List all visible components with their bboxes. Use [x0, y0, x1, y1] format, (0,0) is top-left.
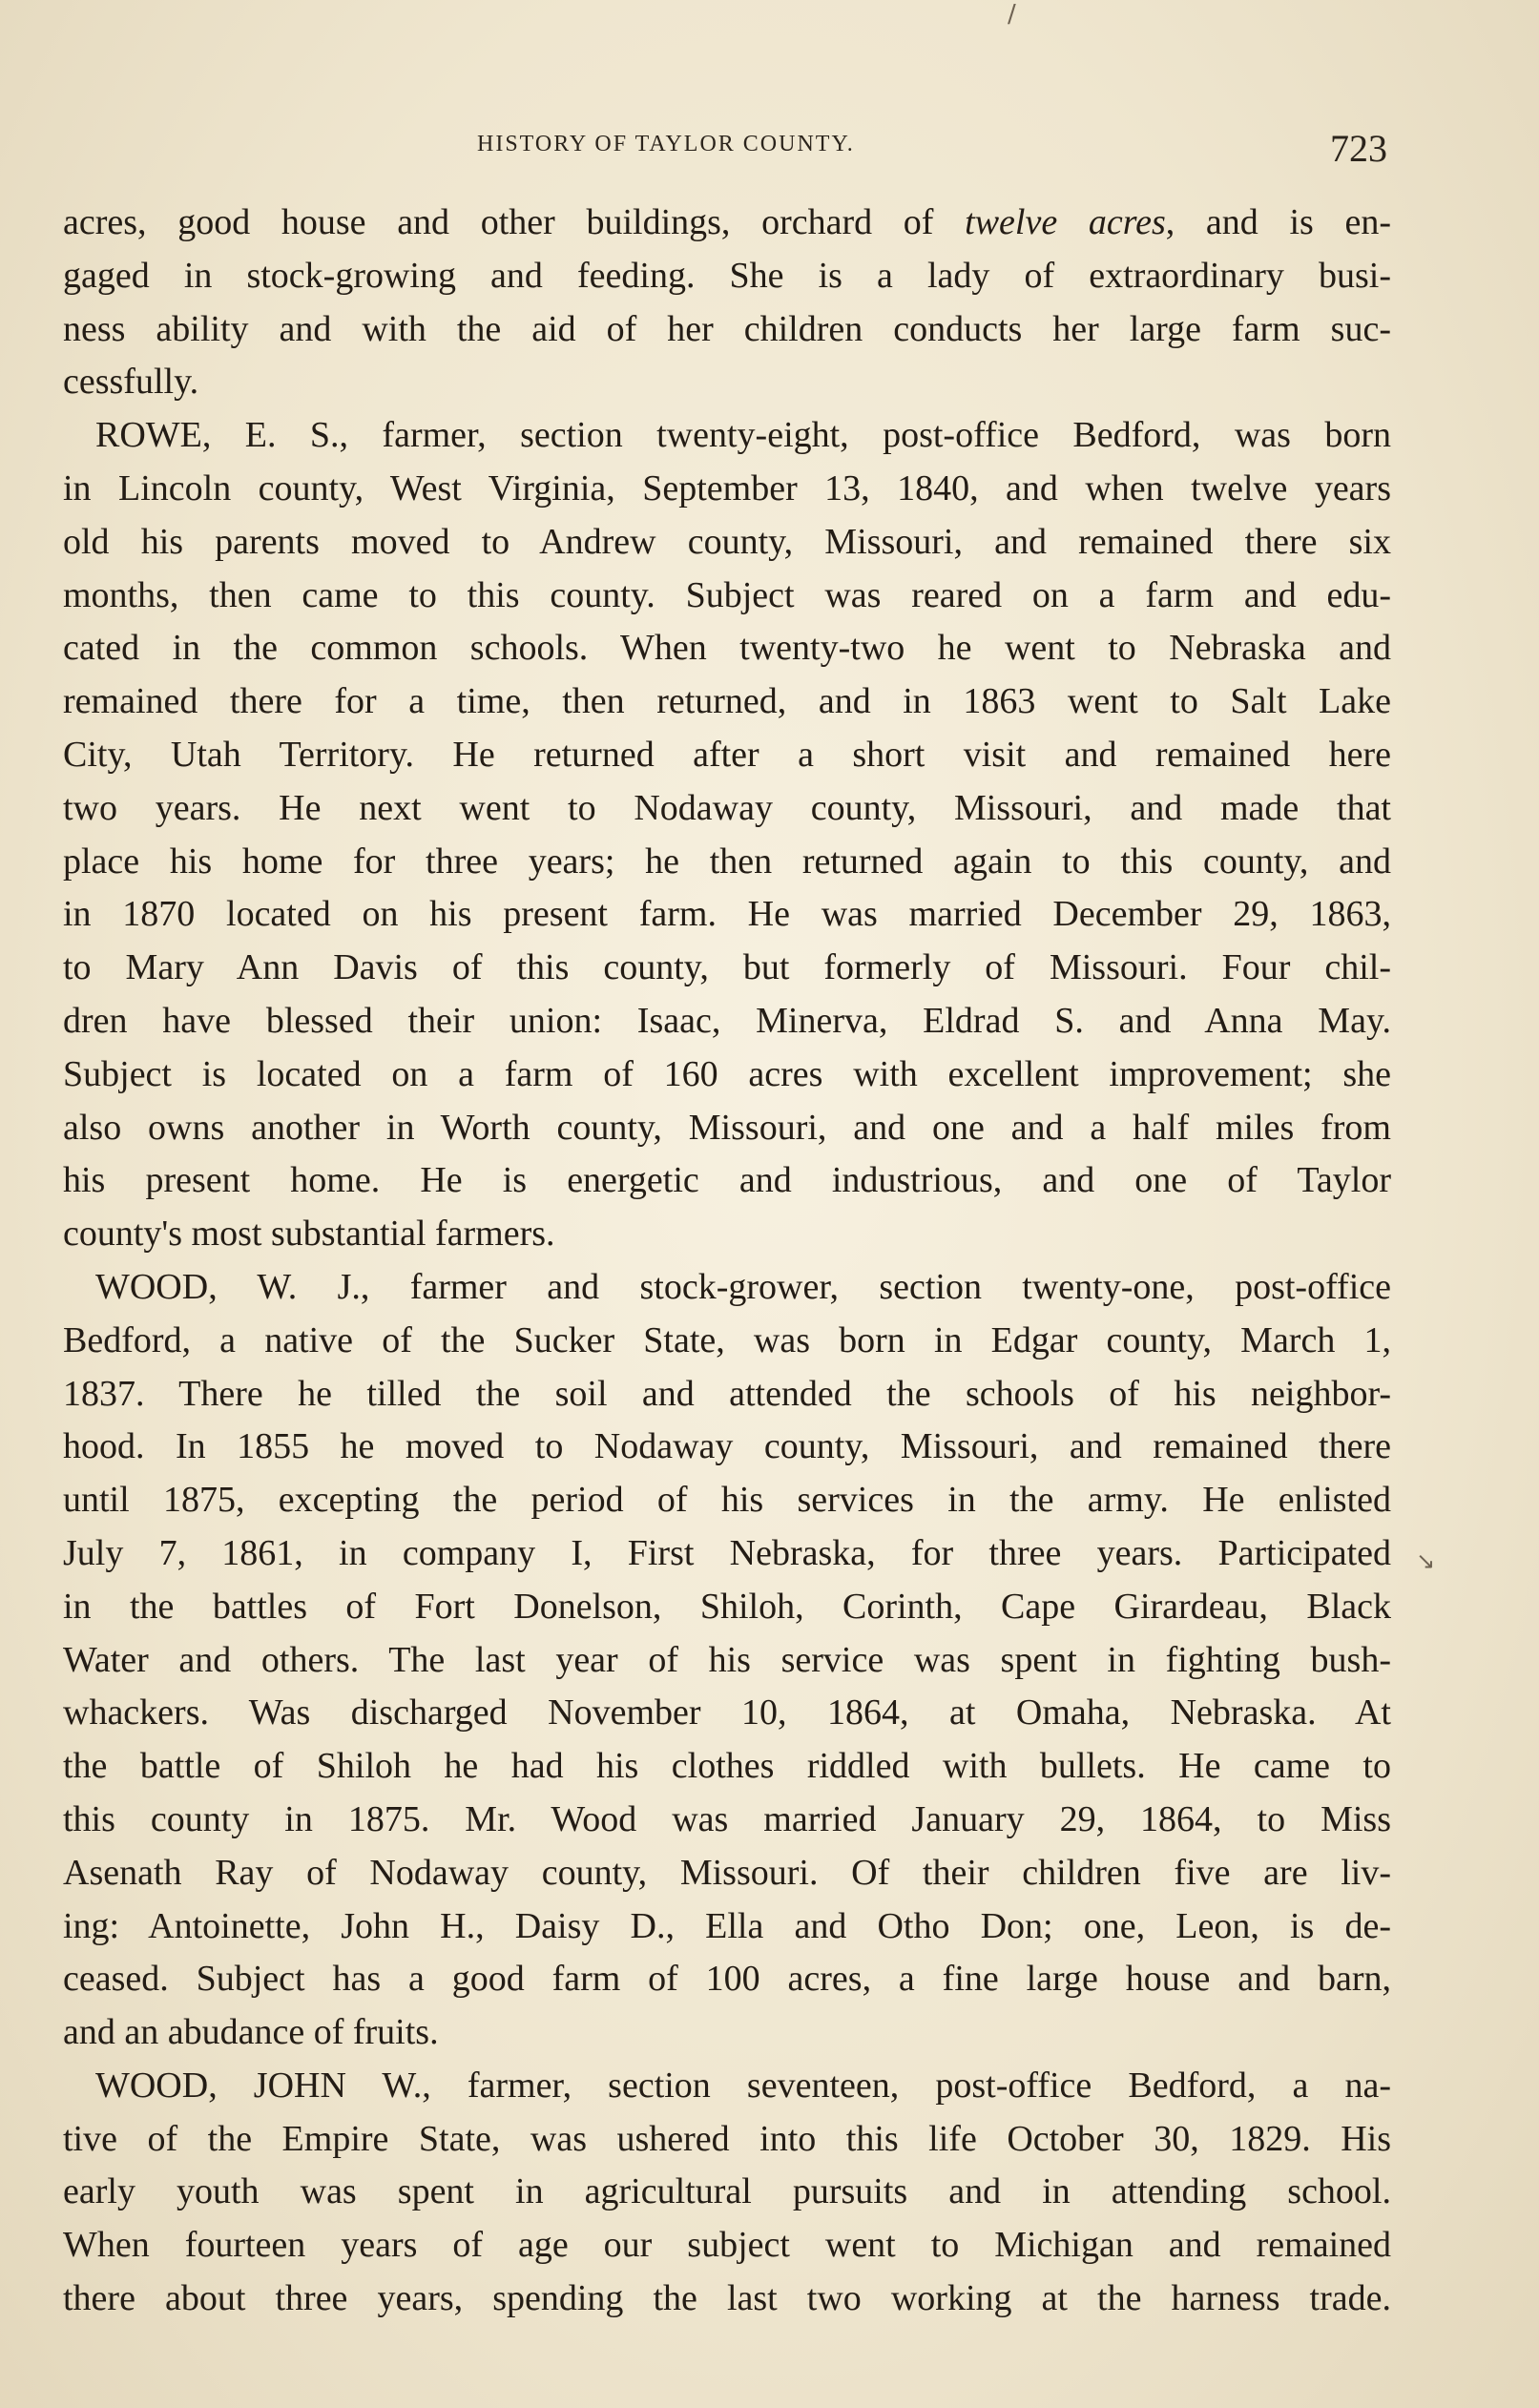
- text-line: there about three years, spending the last two working at the harness trade.: [63, 2278, 1391, 2319]
- text-line: this county in 1875. Mr. Wood was married January 29, 1864, to Miss: [63, 1798, 1391, 1839]
- text-line: county's most substantial farmers.: [63, 1214, 555, 1255]
- text-line: old his parents moved to Andrew county, Missouri, and remained there six: [63, 521, 1391, 562]
- text-line: ceased. Subject has a good farm of 100 acres, a fine large house and barn,: [63, 1959, 1391, 2000]
- text-line: remained there for a time, then returned, and in 1863 went to Salt Lake: [63, 681, 1391, 722]
- text-line: place his home for three years; he then returned again to this county, and: [63, 841, 1391, 882]
- running-title: HISTORY OF TAYLOR COUNTY.: [477, 132, 855, 156]
- text-line: WOOD, W. J., farmer and stock-grower, section twenty-one, post-office: [95, 1266, 1391, 1307]
- italic-text: twelve acres: [965, 202, 1166, 242]
- text-line: hood. In 1855 he moved to Nodaway county, Missouri, and remained there: [63, 1426, 1391, 1467]
- text-line: gaged in stock-growing and feeding. She is a lady of extraordinary busi-: [63, 255, 1391, 296]
- text-line: Subject is located on a farm of 160 acres with excellent improvement; she: [63, 1053, 1391, 1094]
- text-line: until 1875, excepting the period of his services in the army. He enlisted: [63, 1480, 1391, 1521]
- text-line: July 7, 1861, in company I, First Nebraska, for three years. Participated: [63, 1532, 1391, 1573]
- text-line: and an abudance of fruits.: [63, 2012, 439, 2053]
- text-line: in 1870 located on his present farm. He was married December 29, 1863,: [63, 894, 1391, 935]
- text-line: tive of the Empire State, was ushered into this life October 30, 1829. His: [63, 2118, 1391, 2159]
- text-line: his present home. He is energetic and industrious, and one of Taylor: [63, 1160, 1391, 1201]
- text-line: two years. He next went to Nodaway county, Missouri, and made that: [63, 787, 1391, 828]
- text-line: ROWE, E. S., farmer, section twenty-eight, post-office Bedford, was born: [95, 415, 1391, 456]
- text-segment: acres, good house and other buildings, orchard of: [63, 202, 966, 242]
- text-line: Water and others. The last year of his service was spent in fighting bush-: [63, 1639, 1391, 1680]
- text-line: WOOD, JOHN W., farmer, section seventeen, post-office Bedford, a na-: [95, 2065, 1391, 2106]
- text-line: also owns another in Worth county, Missouri, and one and a half miles from: [63, 1107, 1391, 1148]
- stray-mark: ↘: [1416, 1547, 1436, 1574]
- text-line: in Lincoln county, West Virginia, September 13, 1840, and when twelve years: [63, 467, 1391, 509]
- text-line: 1837. There he tilled the soil and attended the schools of his neighbor-: [63, 1373, 1391, 1414]
- text-line: ness ability and with the aid of her children conducts her large farm suc-: [63, 308, 1391, 349]
- text-line: cessfully.: [63, 362, 199, 403]
- text-line: months, then came to this county. Subject was reared on a farm and edu-: [63, 574, 1391, 615]
- text-line: in the battles of Fort Donelson, Shiloh, Corinth, Cape Girardeau, Black: [63, 1586, 1391, 1627]
- text-line: Asenath Ray of Nodaway county, Missouri. Of their children five are liv-: [63, 1852, 1391, 1893]
- text-line: [63, 197, 1391, 250]
- text-line: whackers. Was discharged November 10, 1864, at Omaha, Nebraska. At: [63, 1692, 1391, 1733]
- page-header: [0, 126, 1539, 174]
- text-line: ing: Antoinette, John H., Daisy D., Ella and Otho Don; one, Leon, is de-: [63, 1905, 1391, 1946]
- text-line: City, Utah Territory. He returned after a short visit and remained here: [63, 734, 1391, 775]
- text-line: cated in the common schools. When twenty-two he went to Nebraska and: [63, 628, 1391, 669]
- stray-mark: /: [1008, 0, 1016, 29]
- text-line: dren have blessed their union: Isaac, Minerva, Eldrad S. and Anna May.: [63, 1000, 1391, 1041]
- text-line: the battle of Shiloh he had his clothes riddled with bullets. He came to: [63, 1746, 1391, 1787]
- text-line: to Mary Ann Davis of this county, but formerly of Missouri. Four chil-: [63, 947, 1391, 988]
- text-segment: , and is en-: [1165, 202, 1391, 242]
- text-line: early youth was spent in agricultural pursuits and in attending school.: [63, 2171, 1391, 2212]
- body-text: [63, 197, 1391, 2326]
- text-line: Bedford, a native of the Sucker State, was born in Edgar county, March 1,: [63, 1319, 1391, 1360]
- text-line: When fourteen years of age our subject went to Michigan and remained: [63, 2225, 1391, 2266]
- page-number: 723: [1330, 127, 1387, 170]
